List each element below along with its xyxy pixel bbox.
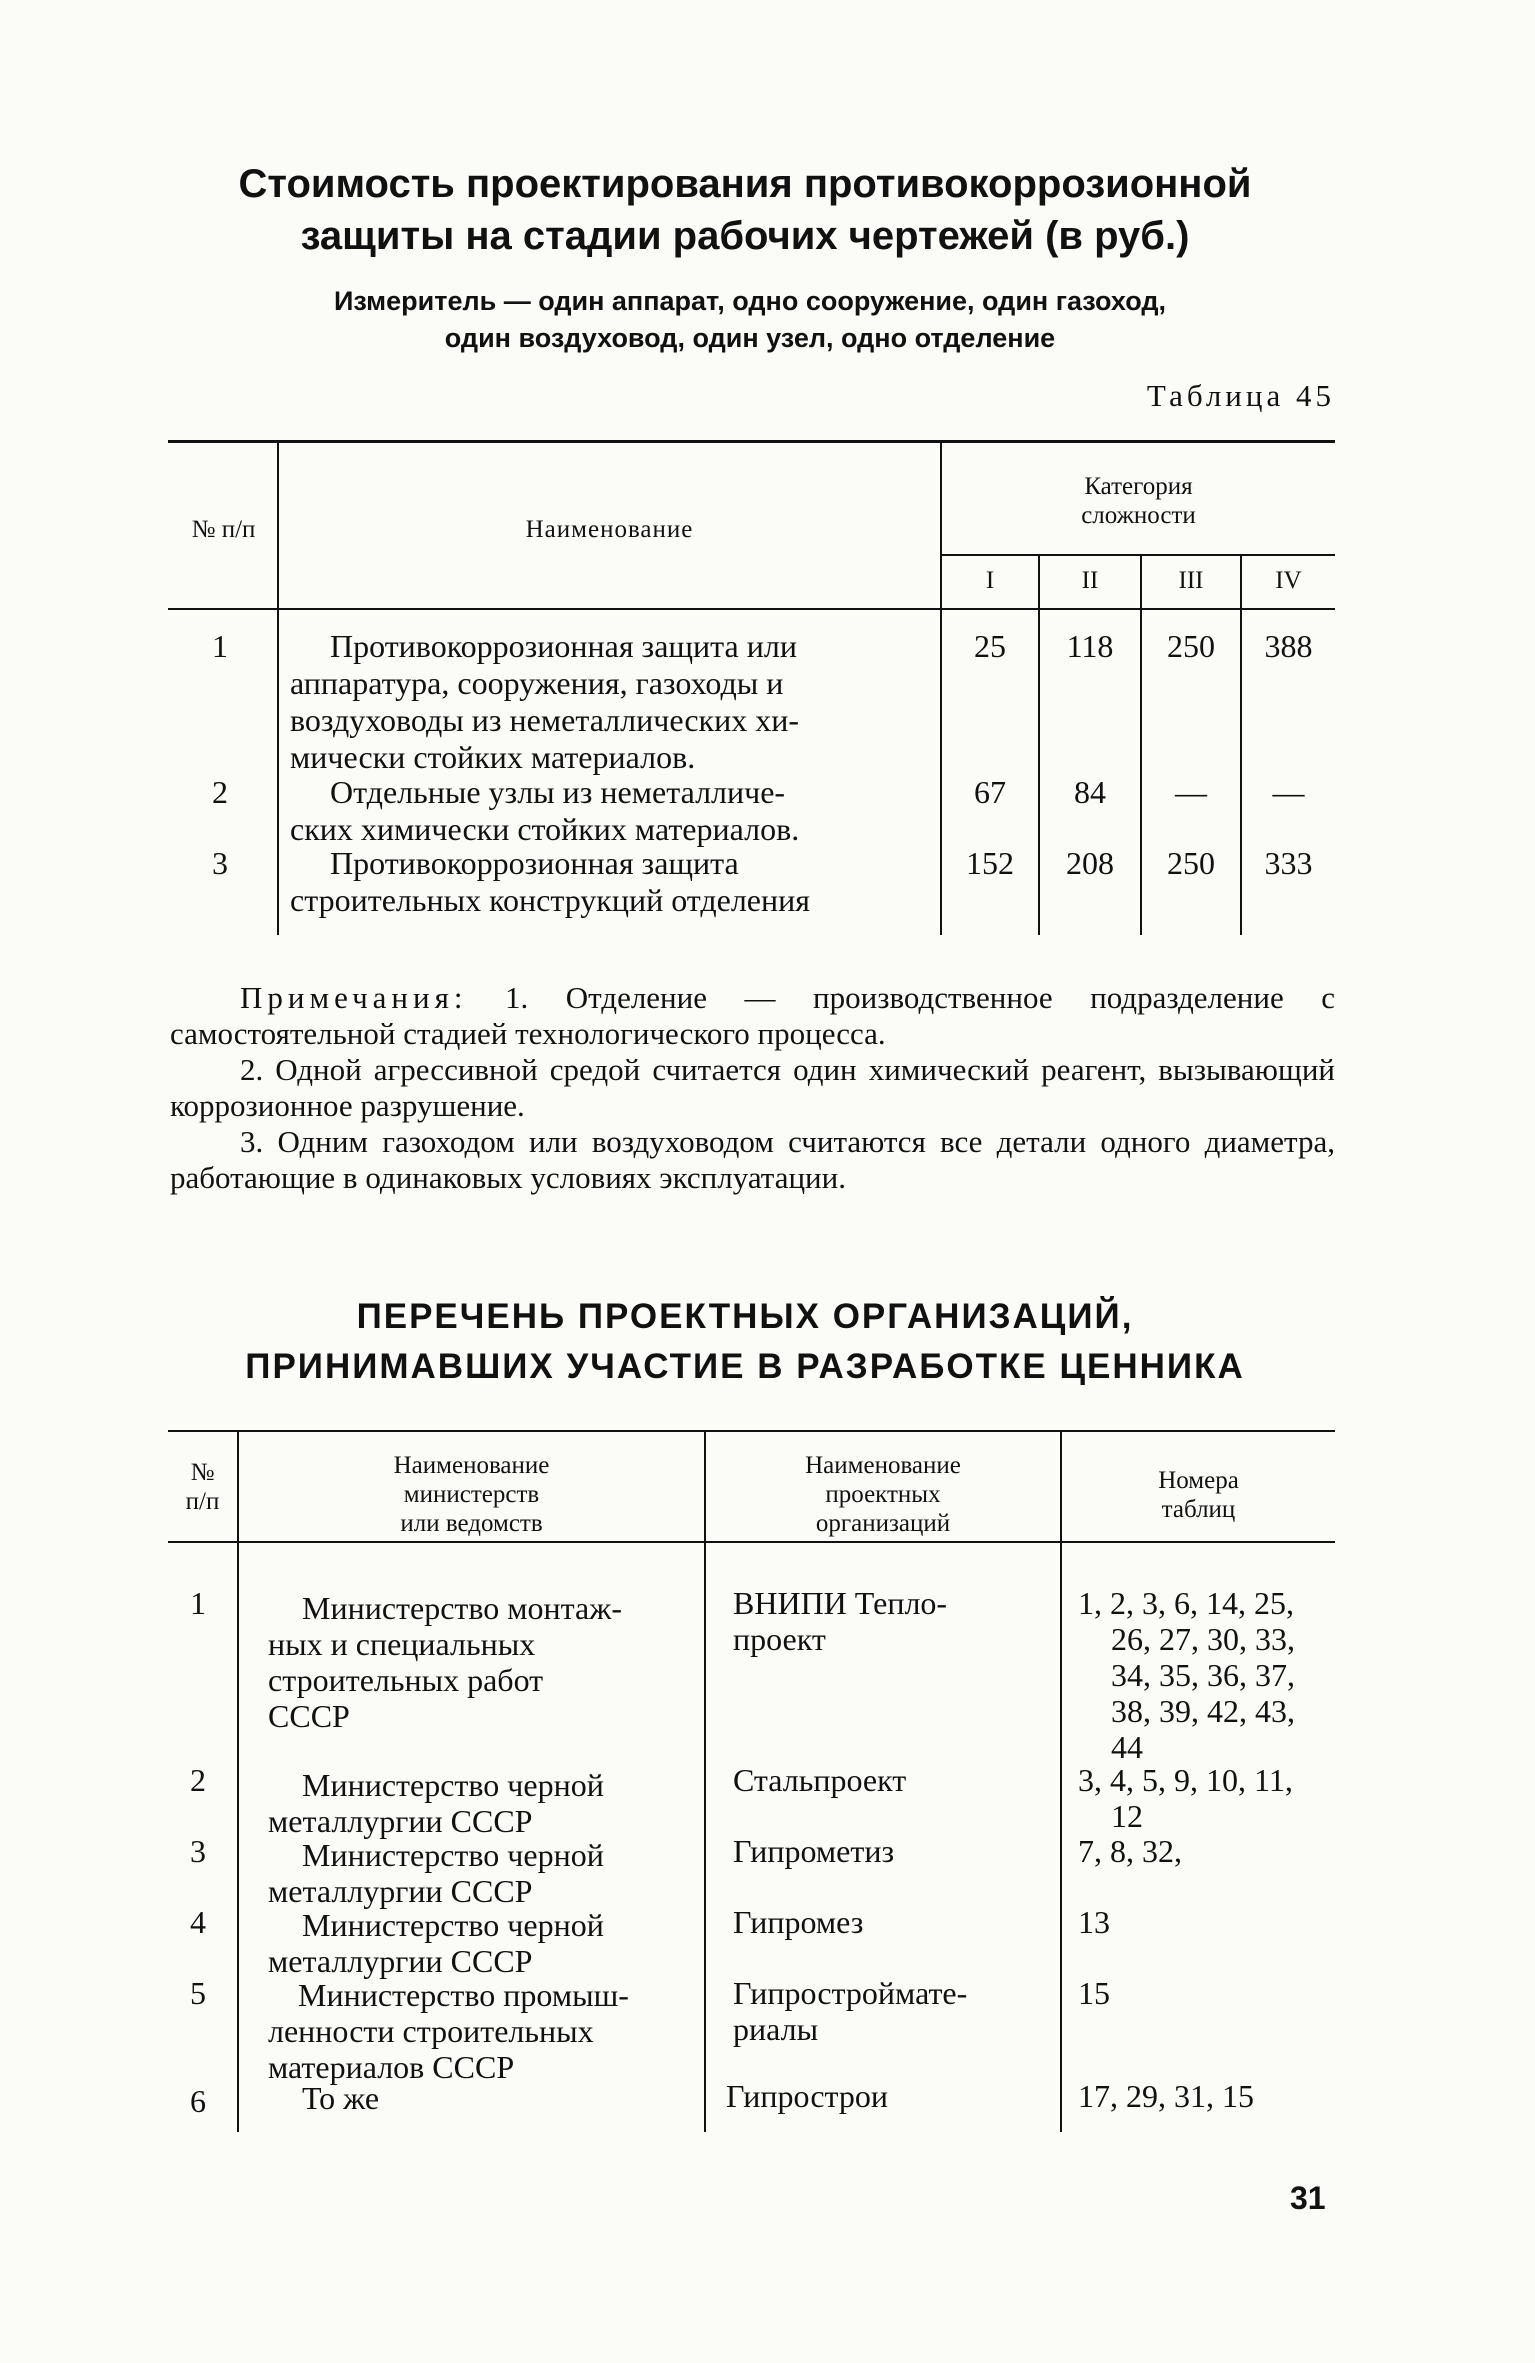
org-row-3-ministry-line: Министерство черной — [302, 1837, 604, 1873]
org-row-3-num: 3 — [190, 1833, 206, 1869]
row-1-line: мически стойких материалов. — [290, 739, 696, 775]
orgs-header-tables — [1062, 1466, 1335, 1524]
header-category — [942, 472, 1335, 530]
row-1-cat-2: 118 — [1066, 628, 1114, 664]
orgs-header-num-line: п/п — [185, 1488, 220, 1515]
title-line-2: защиты на стадии рабочих чертежей (в руб.) — [300, 214, 1190, 258]
org-row-5-tables-line: 15 — [1078, 1975, 1110, 2011]
orgs-header-rule — [168, 1541, 1335, 1543]
orgs-header-tables-line: таблиц — [1161, 1496, 1236, 1523]
header-cat-3: III — [1178, 567, 1204, 594]
note-1 — [170, 980, 1335, 1052]
row-2-line: ских химически стойких материалов. — [290, 811, 800, 847]
header-bottom-rule — [168, 608, 1335, 610]
row-1-line: Противокоррозионная защита или — [330, 628, 797, 664]
orgs-header-ministry-line: или ведомств — [400, 1510, 543, 1537]
org-row-5-ministry-line: Министерство промыш- — [298, 1977, 629, 2013]
org-row-4-org — [733, 1904, 1043, 1940]
row-2-cat-3: — — [1175, 774, 1207, 810]
title-2-line-1: ПЕРЕЧЕНЬ ПРОЕКТНЫХ ОРГАНИЗАЦИЙ, — [356, 1297, 1134, 1336]
orgs-header-num-line: № — [190, 1459, 215, 1486]
measure-text — [175, 283, 1325, 357]
row-3-num: 3 — [212, 845, 228, 881]
row-2-cat-4: — — [1272, 774, 1305, 810]
org-row-1-ministry-line: ных и специальных — [268, 1626, 536, 1662]
row-3-name — [290, 845, 928, 919]
table-top-rule — [168, 440, 1335, 443]
org-row-5-ministry-line: материалов СССР — [268, 2049, 515, 2085]
row-3-cat-3: 250 — [1167, 845, 1215, 881]
org-row-3-tables — [1078, 1833, 1328, 1869]
org-row-2-org-line: Стальпроект — [733, 1762, 907, 1798]
row-3-line: Противокоррозионная защита — [330, 845, 739, 881]
orgs-header-org — [706, 1451, 1060, 1538]
row-3-cat-1: 152 — [966, 845, 1014, 881]
note-1-text: 1. Отделение — производственное подразделение с самостоятельной стадией технологического процесса. — [170, 980, 1335, 1051]
org-row-1-org-line: проект — [733, 1621, 826, 1657]
orgs-header-num — [168, 1458, 237, 1516]
org-row-2-ministry — [268, 1767, 690, 1839]
row-1-cat-1: 25 — [974, 628, 1006, 664]
org-row-3-ministry — [268, 1837, 690, 1909]
org-row-4-ministry-line: металлургии СССР — [268, 1943, 533, 1979]
row-1-cat-4: 388 — [1264, 628, 1313, 664]
measure-line-2: один воздуховод, один узел, одно отделение — [444, 323, 1056, 353]
category-rule — [942, 554, 1335, 556]
row-1-num: 1 — [212, 628, 228, 664]
org-row-3-tables-line: 7, 8, 32, — [1078, 1833, 1182, 1869]
row-2-cat-2: 84 — [1074, 774, 1106, 810]
title-line-1: Стоимость проектирования противокоррозионной — [238, 162, 1252, 206]
note-3: 3. Одним газоходом или воздуховодом считаются все детали одного диаметра, работающие в одинаковых условиях эксплуатации. — [170, 1124, 1335, 1195]
org-row-4-ministry-line: Министерство черной — [302, 1907, 604, 1943]
org-row-2-ministry-line: металлургии СССР — [268, 1803, 533, 1839]
org-row-6-tables — [1078, 2078, 1328, 2114]
org-row-1-tables-line: 26, 27, 30, 33, — [1111, 1621, 1295, 1657]
row-2-name — [290, 774, 928, 848]
org-row-1-org-line: ВНИПИ Тепло- — [733, 1585, 948, 1621]
org-row-2-org — [733, 1762, 1043, 1798]
org-row-6-org — [726, 2078, 1043, 2114]
org-row-1-num: 1 — [190, 1585, 206, 1621]
row-3-cat-4: 333 — [1264, 845, 1313, 881]
page-number: 31 — [1290, 2180, 1326, 2216]
orgs-header-ministry-line: министерств — [403, 1481, 540, 1508]
orgs-top-rule — [168, 1430, 1335, 1432]
orgs-header-org-line: Наименование — [805, 1452, 961, 1479]
org-row-5-org-line: Гипростроймате- — [733, 1975, 968, 2011]
row-2-line: Отдельные узлы из неметалличе- — [330, 774, 786, 810]
org-row-3-org-line: Гипрометиз — [733, 1833, 895, 1869]
org-row-6-tables-line: 17, 29, 31, 15 — [1078, 2078, 1254, 2114]
org-row-1-ministry-line: Министерство монтаж- — [302, 1590, 623, 1626]
row-3-cat-2: 208 — [1066, 845, 1114, 881]
org-row-5-org — [733, 1975, 1043, 2047]
org-row-2-num: 2 — [190, 1762, 206, 1798]
org-row-2-tables-line: 3, 4, 5, 9, 10, 11, — [1078, 1762, 1293, 1798]
org-row-4-org-line: Гипромез — [733, 1904, 864, 1940]
org-row-3-ministry-line: металлургии СССР — [268, 1873, 533, 1909]
org-row-5-num: 5 — [190, 1975, 206, 2011]
orgs-header-org-line: организаций — [815, 1510, 951, 1537]
org-row-4-ministry — [268, 1907, 690, 1979]
row-2-num: 2 — [212, 774, 228, 810]
orgs-header-tables-line: Номера — [1158, 1467, 1239, 1494]
title-2-line-2: ПРИНИМАВШИХ УЧАСТИЕ В РАЗРАБОТКЕ ЦЕННИКА — [245, 1347, 1245, 1386]
section-title — [165, 158, 1325, 262]
org-row-1-tables — [1078, 1585, 1328, 1765]
orgs-header-ministry-line: Наименование — [393, 1452, 550, 1479]
org-row-6-num: 6 — [190, 2083, 206, 2119]
org-row-1-tables-line: 44 — [1111, 1729, 1143, 1765]
org-row-1-tables-line: 34, 35, 36, 37, — [1111, 1657, 1295, 1693]
org-row-1-ministry — [268, 1590, 690, 1734]
row-2-cat-1: 67 — [974, 774, 1006, 810]
orgs-header-org-line: проектных — [825, 1481, 941, 1508]
org-row-4-num: 4 — [190, 1904, 206, 1940]
org-row-1-ministry-line: строительных работ — [268, 1662, 544, 1698]
org-row-5-ministry-line: ленности строительных — [268, 2013, 594, 2049]
note-2: 2. Одной агрессивной средой считается один химический реагент, вызывающий коррозионное разрушение. — [170, 1052, 1335, 1123]
org-row-5-ministry — [268, 1977, 690, 2085]
org-row-5-tables — [1078, 1975, 1328, 2011]
header-num: № п/п — [191, 516, 256, 543]
org-row-1-tables-line: 38, 39, 42, 43, — [1111, 1693, 1295, 1729]
org-row-6-org-line: Гипрострои — [726, 2078, 889, 2114]
header-cat-1: I — [985, 567, 995, 594]
org-row-4-tables — [1078, 1904, 1328, 1940]
notes — [170, 980, 1335, 1196]
notes-label: Примечания: — [240, 980, 468, 1015]
row-1-line: аппаратура, сооружения, газоходы и — [290, 665, 784, 701]
header-name: Наименование — [525, 516, 694, 543]
header-cat-2: II — [1081, 567, 1099, 594]
section-2-title — [165, 1292, 1325, 1392]
org-row-6-ministry-line: То же — [302, 2080, 380, 2116]
org-row-1-org — [733, 1585, 1043, 1657]
col-divider — [1060, 1432, 1062, 2132]
org-row-1-ministry-line: СССР — [268, 1698, 350, 1734]
row-1-cat-3: 250 — [1167, 628, 1215, 664]
row-1-name — [290, 628, 928, 776]
org-row-2-ministry-line: Министерство черной — [302, 1767, 604, 1803]
org-row-2-tables — [1078, 1762, 1328, 1834]
org-row-4-tables-line: 13 — [1078, 1904, 1110, 1940]
org-row-2-tables-line: 12 — [1111, 1798, 1143, 1834]
orgs-header-ministry — [239, 1451, 704, 1538]
header-category-line-2: сложности — [1081, 502, 1196, 529]
org-row-5-org-line: риалы — [733, 2011, 819, 2047]
header-cat-4: IV — [1275, 567, 1302, 594]
org-row-1-tables-line: 1, 2, 3, 6, 14, 25, — [1078, 1585, 1294, 1621]
header-category-line-1: Категория — [1084, 473, 1193, 500]
org-row-3-org — [733, 1833, 1043, 1869]
measure-line-1: Измеритель — один аппарат, одно сооружение, один газоход, — [333, 286, 1167, 316]
table-number: Таблица 45 — [1146, 378, 1335, 413]
org-row-6-ministry — [302, 2080, 690, 2116]
row-1-line: воздуховоды из неметаллических хи- — [290, 702, 799, 738]
row-3-line: строительных конструкций отделения — [290, 882, 810, 918]
